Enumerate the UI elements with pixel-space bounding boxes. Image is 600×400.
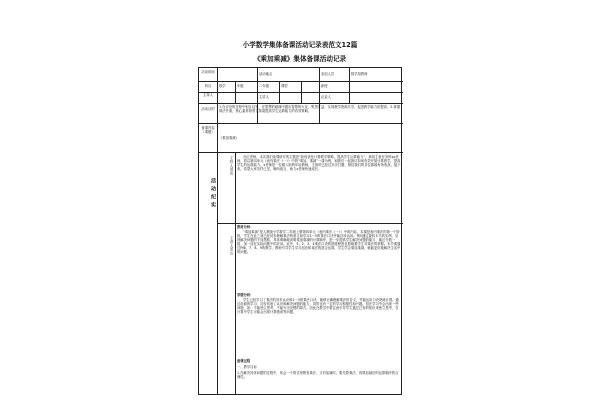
speaker-speech-label: 主讲人发言 bbox=[229, 236, 233, 256]
lesson-type-value: 新授 bbox=[321, 84, 328, 88]
host-speech-text: 各位老师，本次我们备课研讨的主题是“如何优化计算教学策略，提高学生运算能力”。承担主备任务的xx老师，将以第四单元《表内乘法（一）》中的“乘加、乘减”一课为例，和我们一起探讨如何有效开展计算教学，提高学生的运算能力。x老师是一位刚入职的年轻教师，主备时已经过多次打磨，相信我们的各位都能有所收获。接下来，希望大家各抒己见，畅所欲言，助力x老师快速成长。 bbox=[237, 155, 401, 171]
host-label: 主持人 bbox=[203, 93, 213, 97]
participants-label: 参加人员 bbox=[321, 72, 335, 76]
subject-label: 科目 bbox=[204, 84, 212, 88]
record-table bbox=[198, 67, 402, 395]
material-text: “乘加乘减”是人教版小学数学二年级上册第四单元《表内乘法（一）》中的内容，本课是表内乘法的第一个阶段，学生在此之前已经初步理解乘法的意义和学习1～5的乘法口诀并能初步运用。例5通过旋转木马的实例，呈现解决问题的不同思路，具体明确地说明乘加乘减的计算顺序，进一步提高学生解决问题的能力，能区分数一数、加一加在实际问题中的应用。此外，5、2、3、4乘法口诀的熟练程度也影响着学生对乘法的掌握。本节课通过例6、7、8、9的教学，教师引导学生学习加法和乘法的混合运算，学生学会乘加乘减，就能更好地解决生活中的问题。 bbox=[237, 230, 401, 254]
student-text: 学生已经学习了乘法的初步认识和1～5的乘法口诀，能够正确理解乘法的含义，并能运用口诀熟练计算，通过前面的学习，初步具备了认识和解决问题的能力，同时也有一定的学习积极性和兴趣。但在学习中会出现一些问题，如：不能独立思考、不能写出完整的算式。因此在教学中要注意引导学生通过已有的知识来独立思考，在计算中学生可能会出现计算错误等问题。 bbox=[237, 298, 399, 314]
goals-label: 活动目的 bbox=[201, 107, 215, 111]
activity-place-label: 活动地点 bbox=[259, 72, 273, 76]
grade-label: 年级 bbox=[237, 84, 244, 88]
recorder-label: 记录人 bbox=[321, 95, 331, 99]
grade-value: 二年级 bbox=[259, 84, 269, 88]
goals-text: 1.在讨论的过程中相互启发，在思想的碰撞中激出智慧的火花，集思广益，实现教学资源共享，促进教学能力的提高。2.掌握算法并重，核心素养背景下探索提高学生运算能力的有效策略。 bbox=[219, 105, 401, 113]
document-subtitle: 《乘加乘减》集体备课活动记录 bbox=[253, 55, 347, 63]
host-speech-label: 主持人讲话 bbox=[229, 156, 233, 176]
record-side-label: 活动纪实 bbox=[210, 178, 216, 210]
subject-value: 数学 bbox=[219, 84, 226, 88]
student-heading: 学情分析： bbox=[237, 293, 254, 297]
material-heading: 教材分析： bbox=[237, 225, 254, 229]
document-page bbox=[198, 0, 402, 400]
speaker-label: 主讲人 bbox=[259, 95, 269, 99]
document-title: 小学数学集体备课活动记录表范文12篇 bbox=[242, 41, 358, 49]
activity-time-label: 活动时间 bbox=[201, 70, 215, 74]
topic-text: 《乘加乘减》 bbox=[219, 136, 239, 140]
prep-subheading: 一、教学目标 bbox=[237, 365, 257, 369]
topic-label: 备课内容（课题） bbox=[201, 126, 215, 134]
lesson-type-label: 课型 bbox=[281, 84, 288, 88]
prep-heading: 备课过程 bbox=[237, 359, 251, 363]
prep-item-1: 1.在解决具体问题的过程中，体会一个算式里既有乘法、又有加减时，要先算乘法，再算加减法的运算顺序的合理性。 bbox=[237, 371, 399, 379]
participants-value: 数学组教师 bbox=[351, 72, 368, 76]
